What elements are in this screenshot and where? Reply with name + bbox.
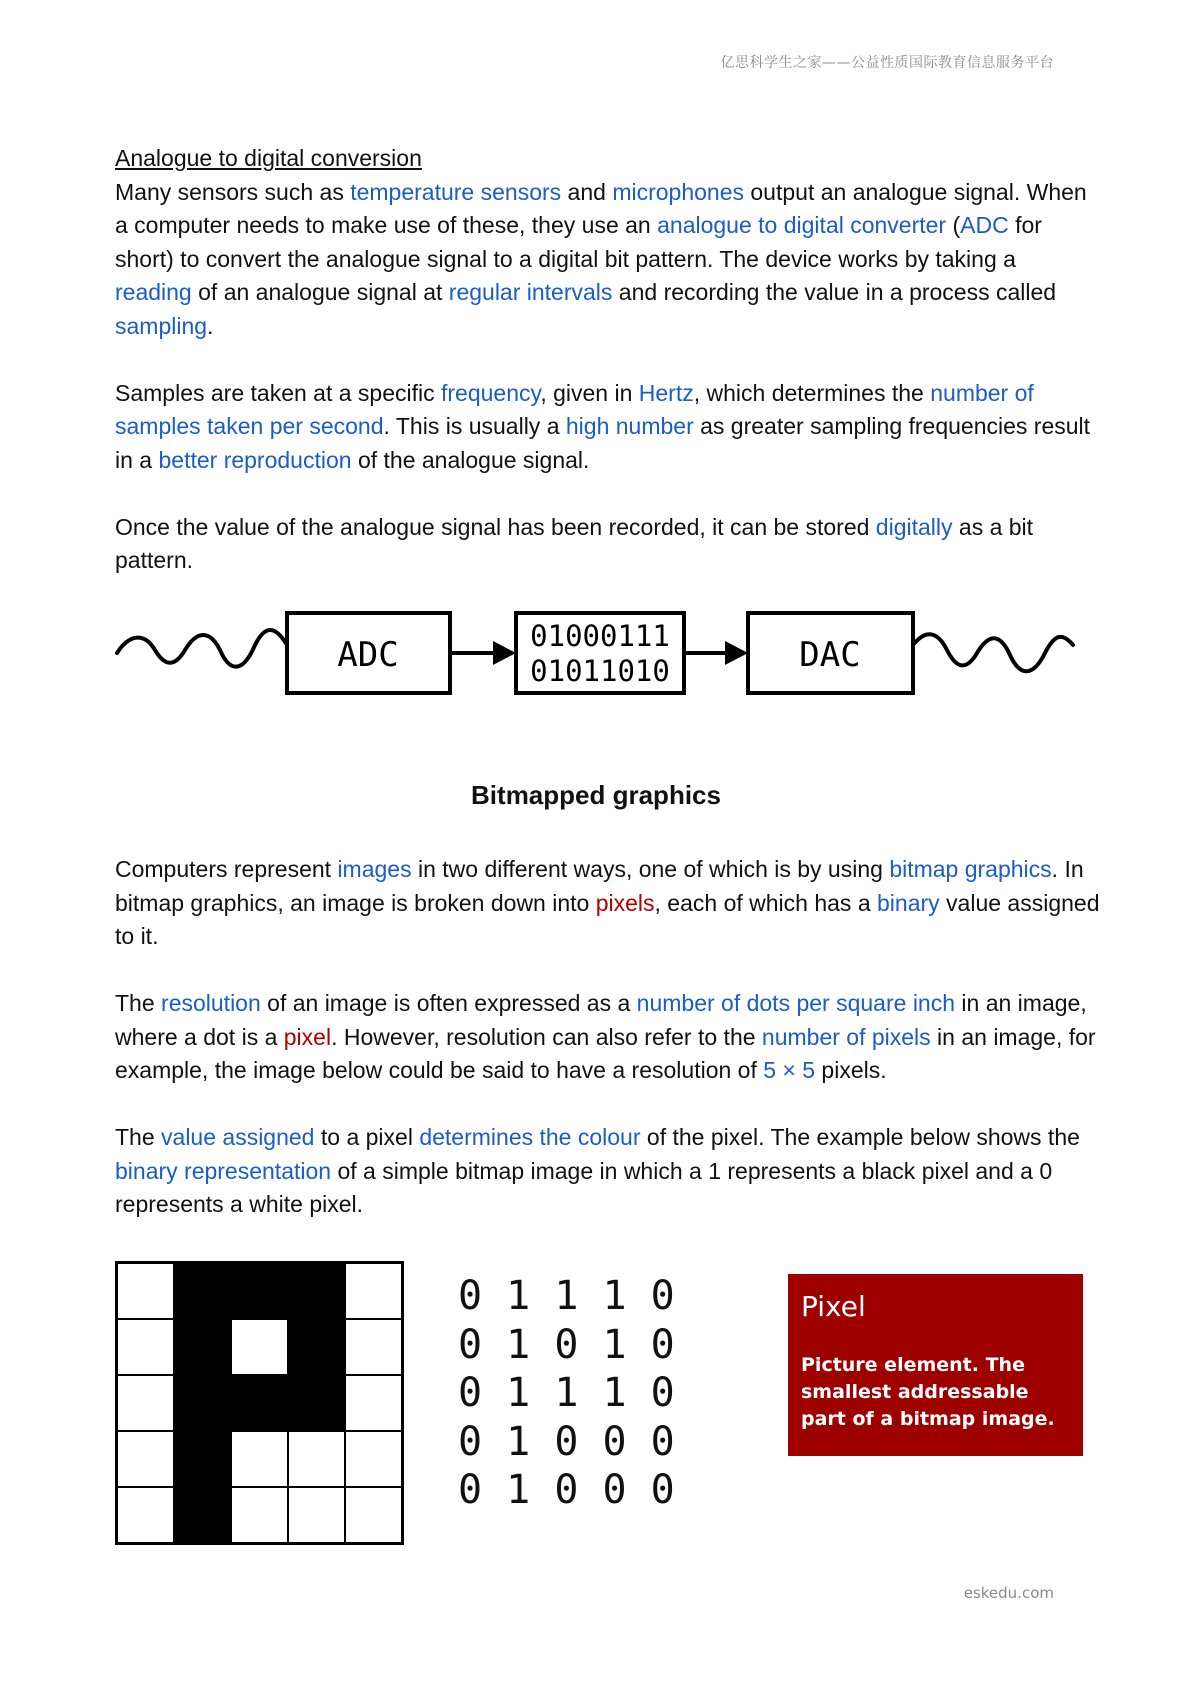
paragraph-text: in an image, for example, the image below could be said to have a resolution of [115, 1023, 1096, 1083]
highlighted-term: regular intervals [448, 279, 613, 305]
highlighted-term: frequency [441, 379, 541, 406]
adc-paragraph-2 [115, 377, 1095, 478]
paragraph-text: in an image, where a dot is a [115, 990, 1087, 1050]
pixel-cell [117, 1263, 174, 1319]
adc-section [115, 142, 1095, 611]
input-wave [117, 630, 287, 667]
binary-row: 0 1 0 0 0 [458, 1418, 675, 1465]
paragraph-text: The [115, 990, 162, 1016]
paragraph-text: Many sensors such as [115, 178, 351, 205]
highlighted-term: determines the colour [419, 1124, 641, 1150]
pixel-cell [174, 1487, 231, 1543]
definition-body: Picture element. The smallest addressable part of a bitmap image. [801, 1354, 1055, 1430]
bits-line-2: 01011010 [530, 654, 670, 688]
binary-row: 0 1 1 1 0 [458, 1370, 675, 1416]
paragraph-text: of a simple bitmap image in which a 1 represents a black pixel and a 0 represents a white pixel. [115, 1157, 1053, 1217]
definition-title: Pixel [801, 1290, 866, 1323]
adc-dac-diagram [115, 605, 1075, 695]
paragraph-text: Computers represent [115, 856, 338, 882]
bitmap-paragraph-2 [115, 987, 1105, 1088]
pixel-cell [345, 1487, 402, 1543]
bitmap-paragraph-1 [115, 853, 1105, 954]
highlighted-term: sampling [115, 312, 208, 339]
arrow-head-1 [493, 641, 516, 665]
adc-box-label: ADC [337, 635, 399, 675]
paragraph-text: of an analogue signal at [191, 279, 449, 305]
paragraph-text: , given in [540, 379, 639, 406]
paragraph-text: as greater sampling frequencies result in a [115, 413, 1091, 473]
pixel-cell [345, 1263, 402, 1319]
header-site-name: 亿思科学生之家——公益性质国际教育信息服务平台 [720, 55, 1054, 71]
highlighted-term: 5 × 5 [763, 1057, 816, 1083]
paragraph-text: ( [946, 212, 961, 238]
pixel-cell [231, 1487, 288, 1543]
paragraph-text: output an analogue signal. When a computer needs to make use of these, they use an [115, 178, 1087, 238]
highlighted-term: images [337, 856, 412, 882]
highlighted-key-term: pixels [595, 889, 655, 916]
paragraph-text: . However, resolution can also refer to the [331, 1023, 762, 1050]
paragraph-text: pixels. [815, 1057, 887, 1083]
highlighted-term: value assigned [161, 1124, 315, 1150]
highlighted-term: analogue to digital converter [657, 212, 947, 238]
paragraph-text: of an image is often expressed as a [260, 990, 637, 1016]
pixel-cell [288, 1487, 345, 1543]
pixel-cell [231, 1375, 288, 1431]
binary-row: 0 1 0 1 0 [458, 1321, 675, 1368]
highlighted-term: reading [115, 279, 192, 305]
binary-row: 0 1 0 0 0 [458, 1467, 675, 1513]
paragraph-text: Samples are taken at a specific [115, 379, 441, 406]
pixel-cell [117, 1319, 174, 1375]
pixel-cell [345, 1319, 402, 1375]
output-wave [913, 634, 1073, 671]
pixel-cell [174, 1431, 231, 1487]
binary-representation [458, 1272, 675, 1515]
adc-paragraph-1 [115, 176, 1095, 344]
pixel-cell [345, 1431, 402, 1487]
paragraph-text: as a bit pattern. [115, 513, 1034, 573]
pixel-cell [117, 1375, 174, 1431]
bitmap-paragraph-3 [115, 1121, 1105, 1222]
paragraph-text: . [207, 312, 214, 339]
pixel-cell [117, 1487, 174, 1543]
paragraph-text: of the pixel. The example below shows the [640, 1124, 1080, 1150]
paragraph-text: , which determines the [693, 379, 931, 406]
highlighted-term: binary [877, 889, 940, 916]
pixel-cell [174, 1375, 231, 1431]
highlighted-term: resolution [161, 990, 261, 1016]
paragraph-text: to a pixel [314, 1124, 420, 1150]
highlighted-term: microphones [612, 178, 744, 205]
highlighted-term: temperature sensors [350, 178, 562, 205]
pixel-cell [117, 1431, 174, 1487]
pixel-cell [288, 1375, 345, 1431]
paragraph-text: for short) to convert the analogue signal to a digital bit pattern. The device works by taking a [115, 212, 1042, 272]
paragraph-text: . This is usually a [383, 413, 566, 439]
highlighted-term: number of pixels [761, 1023, 931, 1050]
paragraph-text: value assigned to it. [115, 889, 1100, 949]
paragraph-text: in two different ways, one of which is by using [411, 856, 890, 882]
highlighted-term: better reproduction [158, 446, 352, 473]
paragraph-text: and [561, 178, 613, 205]
pixel-cell [174, 1319, 231, 1375]
pixel-definition-box [788, 1274, 1083, 1456]
footer-domain: eskedu.com [963, 1584, 1054, 1602]
paragraph-text: of the analogue signal. [351, 446, 590, 473]
dac-box-label: DAC [799, 635, 861, 675]
pixel-cell [231, 1263, 288, 1319]
highlighted-term: digitally [875, 513, 953, 540]
paragraph-text: Once the value of the analogue signal has been recorded, it can be stored [115, 513, 876, 540]
highlighted-term: binary representation [115, 1157, 332, 1184]
bitmap-section-title: Bitmapped graphics [471, 780, 721, 810]
pixel-cell [288, 1263, 345, 1319]
pixel-grid [115, 1261, 404, 1545]
bitmap-section [115, 853, 1105, 1255]
highlighted-term: bitmap graphics [889, 856, 1052, 882]
highlighted-term: ADC [960, 212, 1009, 238]
highlighted-term: number of samples taken per second [115, 379, 1034, 439]
highlighted-term: high number [565, 413, 694, 439]
binary-row: 0 1 1 1 0 [458, 1273, 675, 1319]
adc-heading [115, 142, 1095, 176]
paragraph-text: . In bitmap graphics, an image is broken down into [115, 856, 1084, 916]
pixel-cell [288, 1431, 345, 1487]
highlighted-key-term: pixel [283, 1023, 332, 1050]
pixel-cell [231, 1319, 288, 1375]
pixel-cell [288, 1319, 345, 1375]
bits-line-1: 01000111 [530, 619, 670, 653]
paragraph-text: and recording the value in a process called [612, 279, 1057, 305]
pixel-cell [174, 1263, 231, 1319]
arrow-head-2 [725, 641, 748, 665]
paragraph-text: , each of which has a [654, 889, 877, 916]
highlighted-term: number of dots per square inch [636, 990, 956, 1016]
pixel-cell [231, 1431, 288, 1487]
adc-heading-text: Analogue to digital conversion [115, 145, 422, 171]
adc-paragraph-3 [115, 511, 1095, 578]
highlighted-term: Hertz [638, 379, 694, 406]
pixel-cell [345, 1375, 402, 1431]
paragraph-text: The [115, 1124, 162, 1150]
